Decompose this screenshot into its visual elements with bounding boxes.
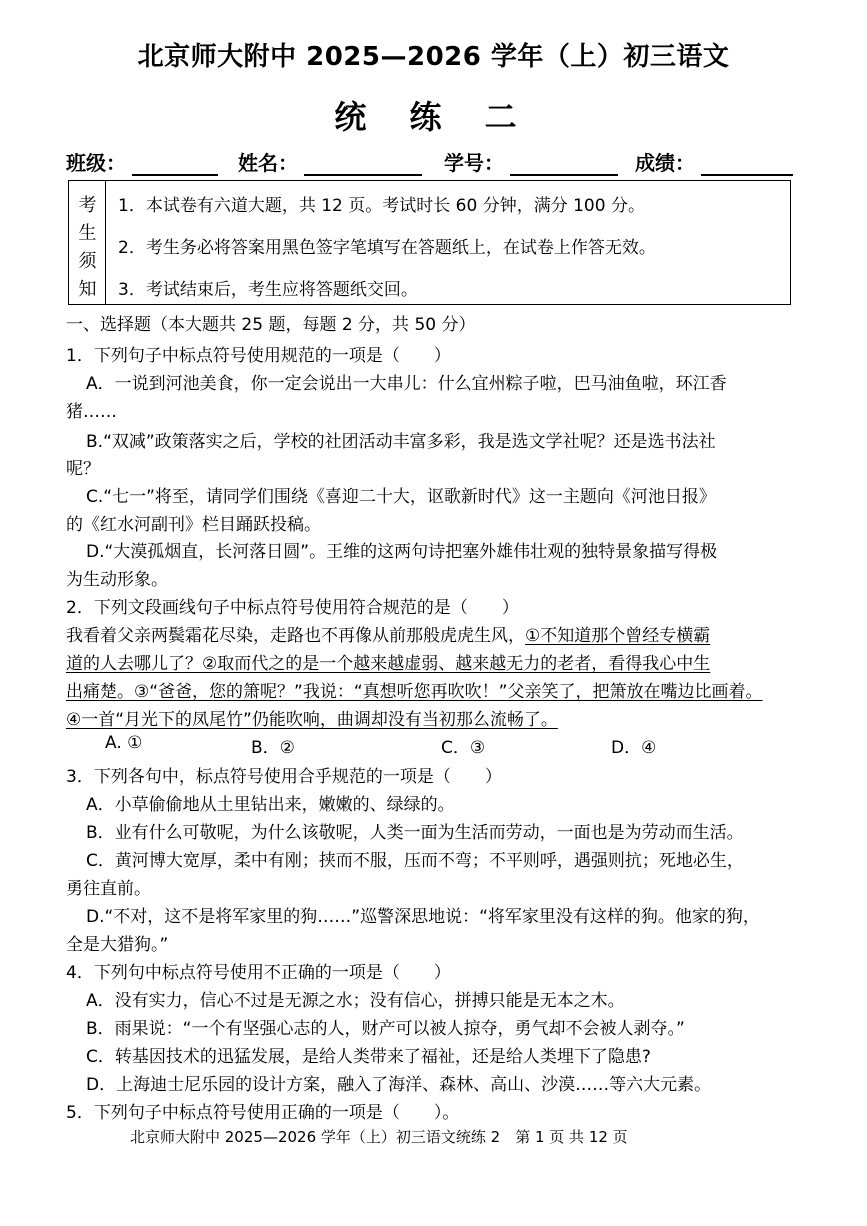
q4-option-d: D．上海迪士尼乐园的设计方案，融入了海洋、森林、高山、沙漠……等六大元素。 (86, 1075, 712, 1095)
name-field (238, 147, 422, 176)
q3-option-a: A．小草偷偷地从土里钻出来，嫩嫩的、绿绿的。 (86, 795, 455, 815)
q2-passage-line (66, 621, 710, 646)
q2-underlined-sentence: ①不知道那个曾经专横霸 (525, 626, 711, 646)
q2-option-c: C．③ (441, 738, 486, 758)
q3-option-d-cont: 全是大猎狗。” (66, 935, 169, 955)
q1-option-d: D.“大漠孤烟直，长河落日圆”。王维的这两句诗把塞外雄伟壮观的独特景象描写得极 (86, 542, 718, 562)
q2-stem: 2．下列文段画线句子中标点符号使用符合规范的是（ ） (66, 598, 519, 618)
q1-option-c: C.“七一”将至，请同学们围绕《喜迎二十大，讴歌新时代》这一主题向《河池日报》 (86, 487, 716, 507)
exam-subtitle: 统 练 二 (334, 98, 533, 136)
notice-item: 3．考试结束后，考生应将答题纸交回。 (118, 280, 418, 300)
q1-option-b-cont: 呢？ (66, 459, 100, 479)
notice-side-char: 生 (78, 223, 97, 244)
q1-option-a-cont: 猪…… (66, 402, 117, 422)
notice-side-char: 考 (78, 195, 97, 216)
notice-side-label (69, 181, 106, 304)
name-label: 姓名： (238, 151, 298, 175)
notice-side-char: 知 (78, 279, 97, 300)
q1-option-c-cont: 的《红水河副刊》栏目踊跃投稿。 (66, 515, 321, 535)
q3-stem: 3．下列各句中，标点符号使用合乎规范的一项是（ ） (66, 767, 502, 787)
q1-option-b: B.“双减”政策落实之后，学校的社团活动丰富多彩，我是选文学社呢？还是选书法社 (86, 432, 716, 452)
q2-underlined-sentence: 道的人去哪儿了？②取而代之的是一个越来越虚弱、越来越无力的老者，看得我心中生 (66, 654, 711, 674)
exam-title: 北京师大附中 2025—2026 学年（上）初三语文 (137, 42, 730, 72)
q2-option-a: A. ① (105, 733, 143, 753)
q2-option-b: B．② (251, 738, 295, 758)
notice-item: 1．本试卷有六道大题，共 12 页。考试时长 60 分钟，满分 100 分。 (118, 196, 645, 216)
class-blank (132, 154, 218, 176)
q4-option-b: B．雨果说：“一个有坚强心志的人，财产可以被人掠夺，勇气却不会被人剥夺。” (86, 1019, 685, 1039)
notice-item: 2．考生务必将答案用黑色签字笔填写在答题纸上，在试卷上作答无效。 (118, 238, 656, 258)
q2-option-d: D．④ (611, 738, 657, 758)
id-label: 学号： (444, 151, 504, 175)
q5-stem: 5．下列句子中标点符号使用正确的一项是（ ）。 (66, 1103, 460, 1123)
score-blank (701, 154, 793, 176)
q2-passage-text: 我看着父亲两鬓霜花尽染，走路也不再像从前那般虎虎生风， (66, 626, 525, 646)
score-label: 成绩： (635, 151, 695, 175)
class-field (66, 147, 218, 176)
id-field (444, 147, 618, 176)
score-field (635, 147, 793, 176)
section-title: 一、选择题（本大题共 25 题，每题 2 分，共 50 分） (66, 315, 476, 335)
q3-option-b: B．业有什么可敬呢，为什么该敬呢，人类一面为生活而劳动，一面也是为劳动而生活。 (86, 823, 744, 843)
q2-options (105, 733, 705, 758)
q4-option-a: A．没有实力，信心不过是无源之水；没有信心，拼搏只能是无本之木。 (86, 991, 625, 1011)
student-info-row (66, 147, 796, 177)
q3-option-c-cont: 勇往直前。 (66, 879, 151, 899)
id-blank (510, 154, 618, 176)
q1-stem: 1．下列句子中标点符号使用规范的一项是（ ） (66, 346, 451, 366)
q4-stem: 4．下列句中标点符号使用不正确的一项是（ ） (66, 963, 451, 983)
q2-underlined-sentence: 出痛楚。③“爸爸，您的箫呢？”我说：“真想听您再吹吹！”父亲笑了，把箫放在嘴边比画着。 (66, 682, 763, 702)
name-blank (304, 154, 422, 176)
q4-option-c: C．转基因技术的迅猛发展，是给人类带来了福祉，还是给人类埋下了隐患? (86, 1047, 651, 1067)
q1-option-a: A．一说到河池美食，你一定会说出一大串儿：什么宜州粽子啦，巴马油鱼啦，环江香 (86, 374, 727, 394)
q1-option-d-cont: 为生动形象。 (66, 570, 168, 590)
notice-side-char: 须 (78, 251, 97, 272)
class-label: 班级： (66, 151, 126, 175)
page-footer: 北京师大附中 2025—2026 学年（上）初三语文统练 2 第 1 页 共 12 页 (130, 1128, 628, 1146)
q3-option-c: C．黄河博大宽厚，柔中有刚；挟而不服，压而不弯；不平则呼，遇强则抗；死地必生， (86, 851, 744, 871)
exam-notice-box (68, 180, 791, 305)
q3-option-d: D.“不对，这不是将军家里的狗……”巡警深思地说：“将军家里没有这样的狗。他家的狗， (86, 907, 760, 927)
q2-underlined-sentence: ④一首“月光下的凤尾竹”仍能吹响，曲调却没有当初那么流畅了。 (66, 710, 558, 730)
